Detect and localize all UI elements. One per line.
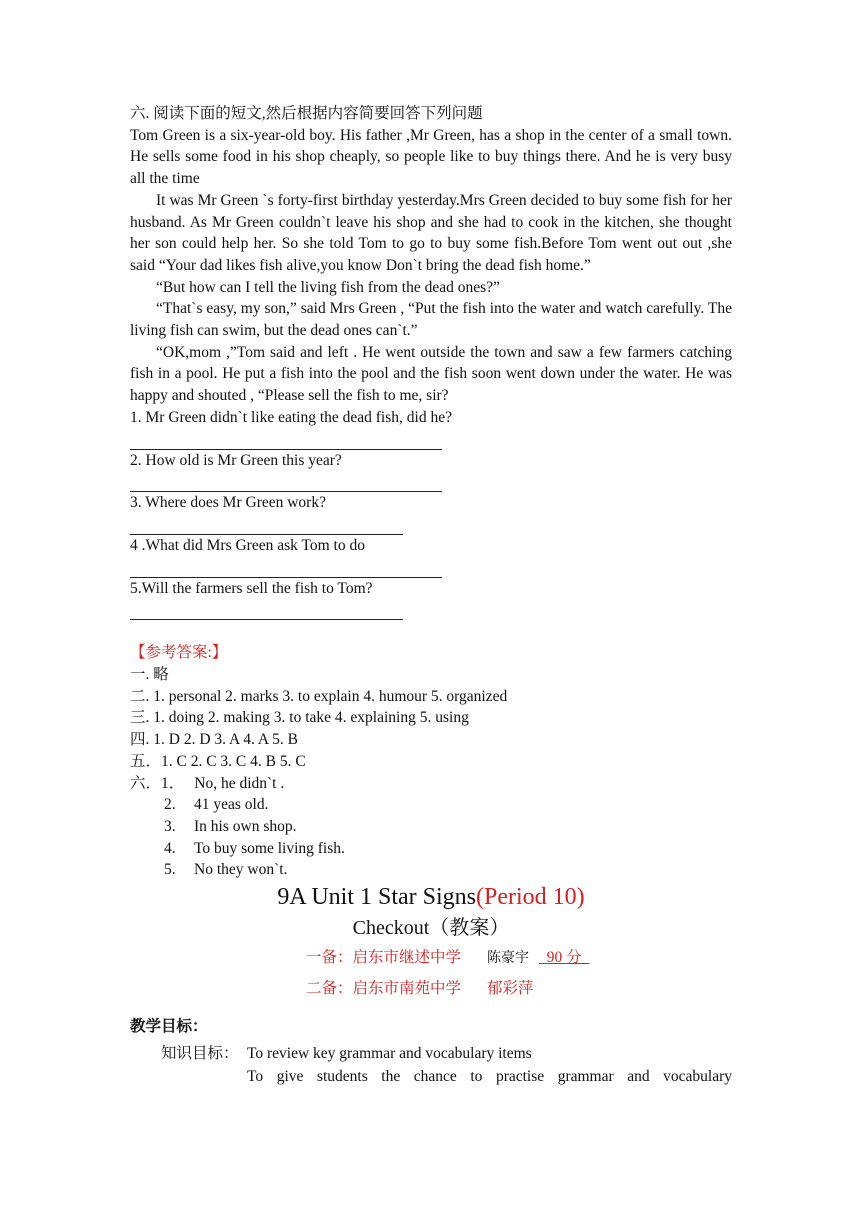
goal-row (130, 1042, 732, 1065)
section-heading: 六. 阅读下面的短文,然后根据内容简要回答下列问题 (130, 105, 483, 122)
question: 4 .What did Mrs Green ask Tom to do (130, 536, 365, 554)
answer-line-text: 三. 1. doing 2. making 3. to take 4. explaining 5. using (130, 709, 469, 727)
question: 3. Where does Mr Green work? (130, 494, 326, 512)
lesson-subtitle: Checkout（教案） (352, 917, 510, 940)
answers-heading: 【参考答案:】 (130, 644, 228, 662)
answer-sub-item: 3. In his own shop. (164, 817, 297, 835)
goals-heading: 教学目标： (130, 1018, 208, 1036)
goal-text: To give students the chance to practise grammar and vocabulary (247, 1068, 732, 1086)
question: 5.Will the farmers sell the fish to Tom? (130, 579, 373, 597)
answer-line-text (130, 773, 732, 795)
answer-sub-item: 5. No they won`t. (164, 861, 288, 879)
goal-row (130, 1065, 732, 1088)
answer-line-text: 四. 1. D 2. D 3. A 4. A 5. B (130, 731, 298, 749)
question: 2. How old is Mr Green this year? (130, 451, 342, 469)
paragraph: “But how can I tell the living fish from the dead ones?” (156, 278, 500, 296)
answer-sub-item: 2. 41 yeas old. (164, 796, 269, 814)
answer-sub-item: 4. To buy some living fish. (164, 839, 345, 857)
answer-line-text: 五．1. C 2. C 3. C 4. B 5. C (130, 752, 306, 770)
answer-line[interactable] (130, 619, 403, 620)
paragraph: It was Mr Green `s forty-first birthday yesterday.Mrs Green decided to buy some fish for her husband. As Mr Green couldn`t leave his shop and she had to cook in the kitchen, she thought her son could help her. So she told Tom to go to buy some fish.Before Tom went out out ,she said “Your dad likes fish alive,you know Don`t bring the dead fish home.” (130, 191, 732, 274)
lesson-title: 9A Unit 1 Star Signs(Period 10) (277, 884, 585, 911)
prep-line-1: 一备：启东市继述中学 陈豪宇 90 分 (306, 949, 582, 967)
goal-label: 知识目标： (161, 1045, 239, 1063)
goal-text: To review key grammar and vocabulary items (247, 1045, 532, 1063)
answer-line-text: 一. 略 (130, 666, 169, 684)
paragraph: “OK,mom ,”Tom said and left . He went outside the town and saw a few farmers catching fish in a pool. He put a fish into the pool and the fish soon went down under the water. He was happy and shouted , “Please sell the fish to me, sir? (130, 343, 732, 405)
paragraph: “That`s easy, my son,” said Mrs Green , “Put the fish into the water and watch carefully. The living fish can swim, but the dead ones can`t.” (130, 300, 732, 340)
paragraph: Tom Green is a six-year-old boy. His father ,Mr Green, has a shop in the center of a small town. He sells some food in his shop cheaply, so people like to buy things there. And he is very busy all the time (130, 126, 732, 188)
answer-six-label: 六．1． (130, 774, 185, 792)
answer-six-first: No, he didn`t . (194, 774, 285, 792)
lesson-period: (Period 10) (476, 884, 585, 911)
answer-line-text: 二. 1. personal 2. marks 3. to explain 4. humour 5. organized (130, 687, 508, 705)
prep-line-2: 二备：启东市南苑中学 郁彩萍 (306, 980, 534, 998)
question: 1. Mr Green didn`t like eating the dead fish, did he? (130, 408, 452, 426)
document-page (130, 103, 732, 1088)
